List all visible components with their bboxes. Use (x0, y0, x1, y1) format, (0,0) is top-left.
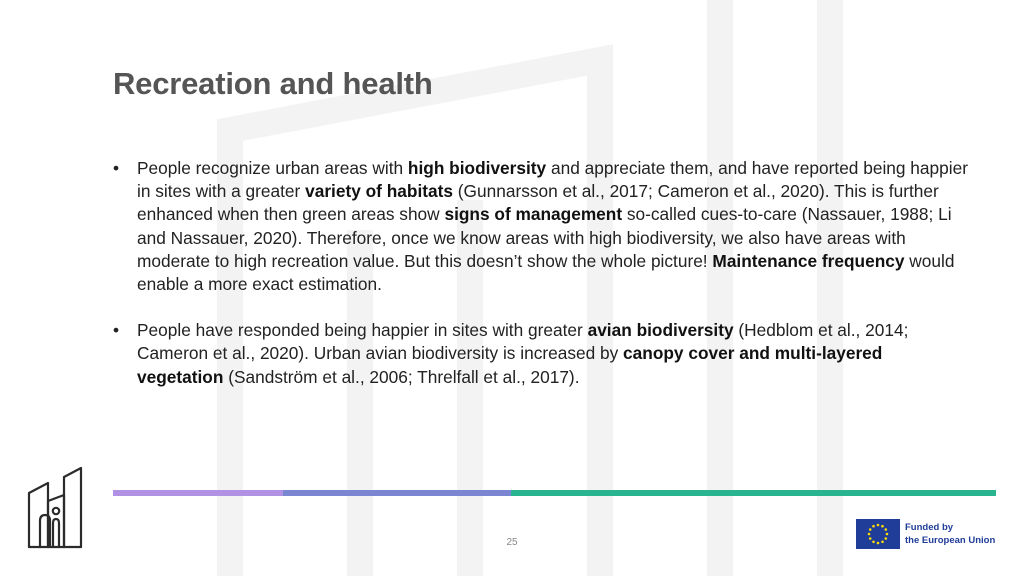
bullet-emphasis: high biodiversity (407, 158, 547, 178)
bullet-emphasis: Maintenance frequency (712, 250, 905, 271)
bullet-item (113, 319, 973, 389)
eu-star (886, 533, 889, 536)
bullet-emphasis: avian biodiversity (587, 320, 734, 341)
eu-star (884, 537, 887, 540)
funding-text (905, 521, 995, 547)
eu-star (877, 524, 880, 527)
bullet-text: so-called cues-to-care (Nassauer, 1988; Li and Nassauer, 2020). Therefore, once we know areas with high biodiversity, we also have areas with moderate to high recreation value. But this doesn’t show the whole picture! (137, 204, 952, 271)
bullet-text: (Gunnarsson et al., 2017; Cameron et al., 2020). This is further enhanced when then green areas show (137, 181, 939, 225)
city-buildings-icon (26, 465, 84, 549)
bullet-list (113, 157, 973, 412)
bullet-item (113, 157, 973, 296)
eu-star (869, 528, 872, 531)
bullet-emphasis: signs of management (444, 204, 623, 225)
eu-star (881, 540, 884, 543)
funding-line-2: the European Union (905, 535, 996, 546)
bullet-emphasis: canopy cover and multi-layered vegetation (137, 343, 883, 387)
bullet-text: People have responded being happier in sites with greater (137, 320, 588, 341)
bullet-text: (Sandström et al., 2006; Threlfall et al., 2017). (223, 366, 580, 387)
divider-segment-green (511, 490, 996, 496)
eu-star (869, 537, 872, 540)
eu-star (881, 525, 884, 528)
bullet-text: (Hedblom et al., 2014; Cameron et al., 2020). Urban avian biodiversity is increased by (137, 320, 909, 364)
bullet-marker: • (113, 320, 120, 341)
eu-flag-icon (856, 519, 900, 549)
bullet-text: and appreciate them, and have reported being happier in sites with a greater (137, 158, 968, 202)
eu-star (872, 525, 875, 528)
bullet-text: would enable a more exact estimation. (137, 250, 955, 295)
page-number: 25 (506, 537, 518, 548)
divider-segment-purple (113, 490, 283, 496)
eu-star (872, 540, 875, 543)
eu-funding-badge (856, 519, 1006, 549)
funding-line-1: Funded by (905, 522, 954, 533)
slide-title: Recreation and health (113, 66, 433, 101)
eu-star (877, 542, 880, 545)
eu-star (884, 528, 887, 531)
eu-star (868, 533, 871, 536)
bullet-text: People recognize urban areas with (137, 158, 408, 178)
divider-segment-blue (283, 490, 511, 496)
bullet-marker: • (113, 158, 120, 178)
bullet-emphasis: variety of habitats (305, 181, 453, 202)
